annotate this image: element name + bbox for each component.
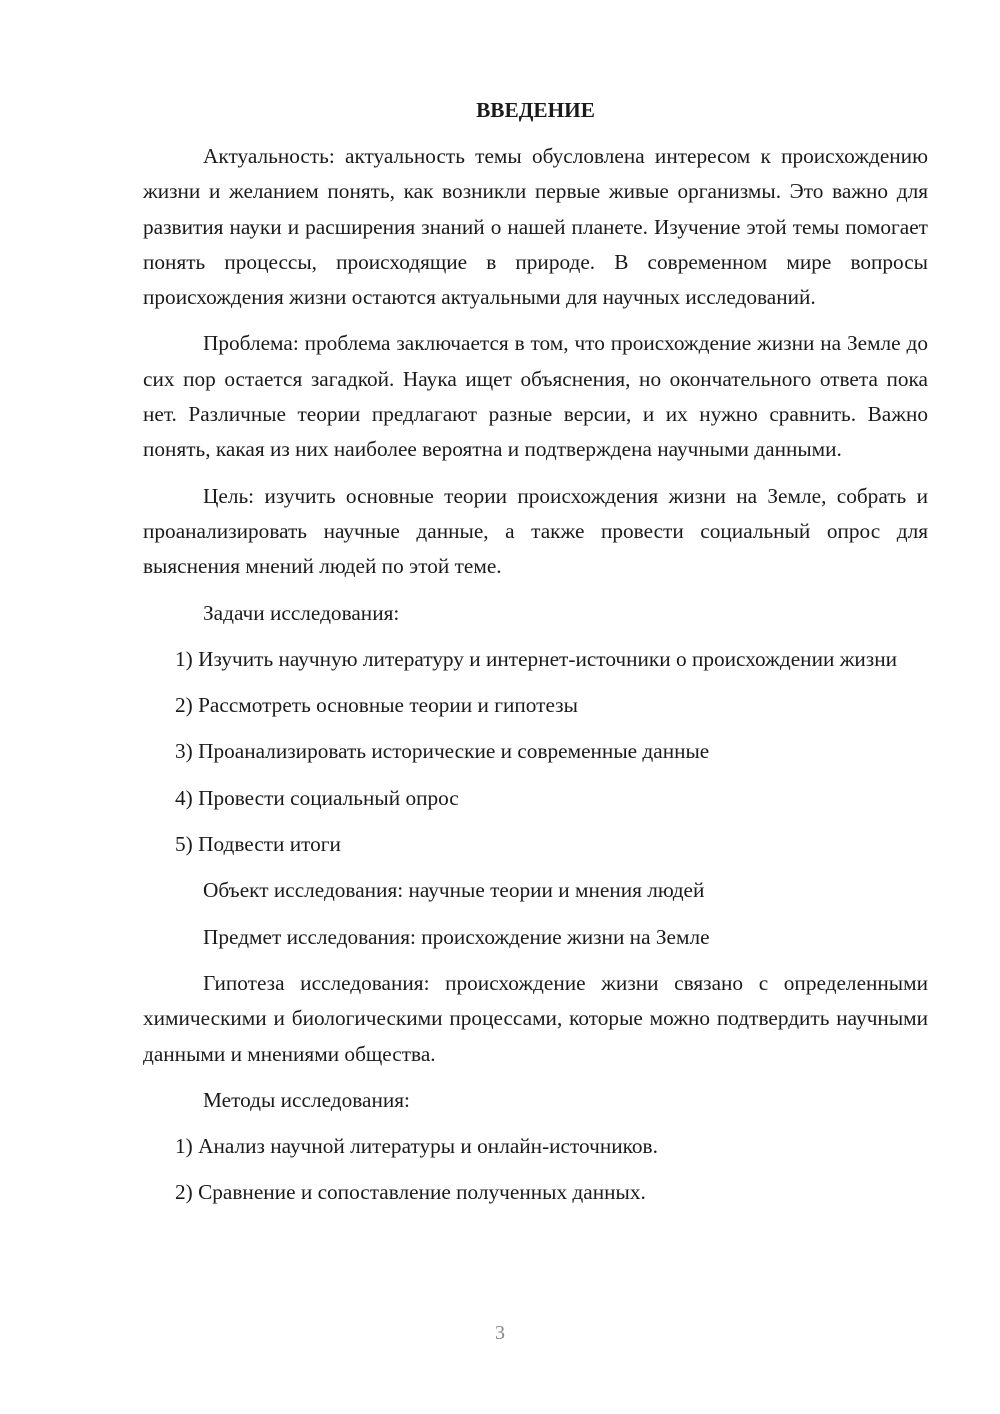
- tasks-list: [143, 642, 928, 862]
- task-item: 1) Изучить научную литературу и интернет-источники о происхождении жизни: [175, 646, 898, 671]
- document-page: [143, 93, 928, 1222]
- subject-paragraph: Предмет исследования: происхождение жизни на Земле: [203, 924, 710, 949]
- hypothesis-paragraph: Гипотеза исследования: происхождение жизни связано с определенными химическими и биологическими процессами, которые можно подтвердить научными данными и мнениями общества.: [143, 970, 928, 1066]
- methods-list: [143, 1129, 928, 1211]
- methods-heading: Методы исследования:: [203, 1087, 410, 1112]
- method-item: 2) Сравнение и сопоставление полученных данных.: [175, 1180, 646, 1205]
- page-number: 3: [495, 1322, 505, 1344]
- relevance-paragraph: Актуальность: актуальность темы обусловлена интересом к происхождению жизни и желанием понять, как возникли первые живые организмы. Это важно для развития науки и расширения знаний о нашей планете. Изучение этой темы помогает понять процессы, происходящие в природе. В современном мире вопросы происхождения жизни остаются актуальными для научных исследований.: [143, 144, 928, 310]
- tasks-heading: Задачи исследования:: [203, 600, 400, 625]
- goal-paragraph: Цель: изучить основные теории происхождения жизни на Земле, собрать и проанализировать научные данные, а также провести социальный опрос для выяснения мнений людей по этой теме.: [143, 483, 928, 579]
- problem-paragraph: Проблема: проблема заключается в том, что происхождение жизни на Земле до сих пор остается загадкой. Наука ищет объяснения, но окончательного ответа пока нет. Различные теории предлагают разные версии, и их нужно сравнить. Важно понять, какая из них наиболее вероятна и подтверждена научными данными.: [143, 331, 928, 462]
- task-item: 4) Провести социальный опрос: [175, 785, 459, 810]
- section-title: ВВЕДЕНИЕ: [476, 98, 595, 122]
- task-item: 3) Проанализировать исторические и современные данные: [175, 739, 710, 764]
- task-item: 5) Подвести итоги: [175, 832, 341, 857]
- method-item: 1) Анализ научной литературы и онлайн-источников.: [175, 1134, 658, 1159]
- task-item: 2) Рассмотреть основные теории и гипотезы: [175, 693, 578, 718]
- object-paragraph: Объект исследования: научные теории и мнения людей: [203, 878, 705, 903]
